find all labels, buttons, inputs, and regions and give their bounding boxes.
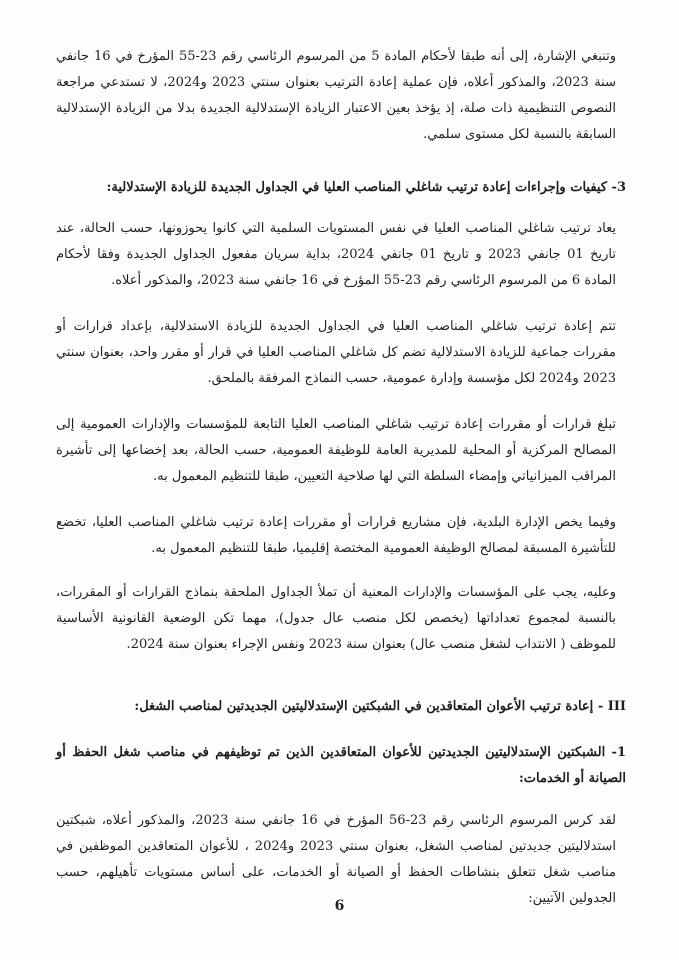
paragraph-text: وفيما يخص الإدارة البلدية، فإن مشاريع قرارات أو مقررات إعادة ترتيب شاغلي المناصب العليا، تخضع للتأشيرة المسبقة لمصالح الوظيفة العمومية المختصة إقليميا، طبقا للتنظيم المعمول به. [56, 515, 616, 556]
paragraph-text: لقد كرس المرسوم الرئاسي رقم 23-56 المؤرخ في 16 جانفي سنة 2023، والمذكور أعلاه، شبكتين استدلاليتين جديدتين لمناصب الشغل، بعنوان سنتي 2023 و2024 ، للأعوان المتعاقدين الموظفين في مناصب شغل تتعلق بنشاطات الحفظ أو الصيانة أو الخدمات، على أساس مستويات تأهيلهم، حسب الجدولين الآتيين: [56, 813, 617, 906]
paragraph-text: يعاد ترتيب شاغلي المناصب العليا في نفس المستويات السلمية التي كانوا يحوزونها، حسب الحالة، عند تاريخ 01 جانفي 2023 و تاريخ 01 جانفي 2024، بداية سريان مفعول الجداول الجديدة وفقا لأحكام المادة 6 من المرسوم الرئاسي رقم 23-55 المؤرخ في 16 جانفي سنة 2023، والمذكور أعلاه. [56, 221, 617, 288]
paragraph-municipal-administration [56, 510, 616, 562]
paragraph-reclassification [56, 216, 616, 294]
heading-text: 3- كيفيات وإجراءات إعادة ترتيب شاغلي المناصب العليا في الجداول الجديدة للزيادة الإستدلالية: [106, 180, 626, 195]
page-number: 6 [334, 898, 345, 914]
paragraph-notification [56, 412, 616, 490]
paragraph-text: تتم إعادة ترتيب شاغلي المناصب العليا في الجداول الجديدة للزيادة الاستدلالية، بإعداد قرارات أو مقررات جماعية للزيادة الاستدلالية تضم كل شاغلي المناصب العليا في قرار أو مقرر واحد، بعنوان سنتي 2023 و2024 لكل مؤسسة وإدارة عمومية، حسب النماذج المرفقة بالملحق. [56, 319, 616, 386]
paragraph-text: وعليه، يجب على المؤسسات والإدارات المعنية أن تملأ الجداول الملحقة بنماذج القرارات أو المقررات، بالنسبة لمجموع تعداداتها (يخصص لكل منصب عال جدول)، مهما تكن الوضعية القانونية الأساسية للموظف ( الانتداب لشغل منصب عال) بعنوان سنة 2023 ونفس الإجراء بعنوان سنة 2024. [56, 585, 616, 652]
paragraph-collective-decisions [56, 314, 616, 392]
heading-text: III - إعادة ترتيب الأعوان المتعاقدين في الشبكتين الإستدلاليتين الجديدتين لمناصب الشغل: [134, 699, 626, 714]
paragraph-fill-tables [56, 580, 616, 658]
heading-text: 1- الشبكتين الإستدلاليتين الجديدتين للأعوان المتعاقدين الذين تم توظيفهم في مناصب شغل الحفظ أو الصيانة أو الخدمات: [56, 745, 626, 786]
paragraph-text: وتنبغي الإشارة، إلى أنه طبقا لأحكام المادة 5 من المرسوم الرئاسي رقم 23-55 المؤرخ في 16 جانفي سنة 2023، والمذكور أعلاه، فإن عملية إعادة الترتيب بعنوان سنتي 2023 و2024، لا تستدعي مراجعة النصوص التنظيمية ذات صلة، إذ يؤخذ بعين الاعتبار الزيادة الإستدلالية الجديدة بدلا من الزيادة الإستدلالية السابقة بالنسبة لكل مستوى سلمي. [56, 49, 616, 142]
subsection-heading-1 [56, 740, 626, 792]
paragraph-new-grids [56, 808, 616, 912]
paragraph-amendment-note [56, 44, 616, 148]
section-heading-III [40, 694, 626, 720]
section-heading-3 [40, 175, 626, 201]
paragraph-text: تبلغ قرارات أو مقررات إعادة ترتيب شاغلي المناصب العليا التابعة للمؤسسات والإدارات العمومية إلى المصالح المركزية أو المحلية للمديرية العامة للوظيفة العمومية، حسب الحالة، بعد إخضاعها إلى تأشيرة المراقب الميزانياتي وإمضاء السلطة التي لها صلاحية التعيين، طبقا للتنظيم المعمول به. [56, 417, 616, 484]
